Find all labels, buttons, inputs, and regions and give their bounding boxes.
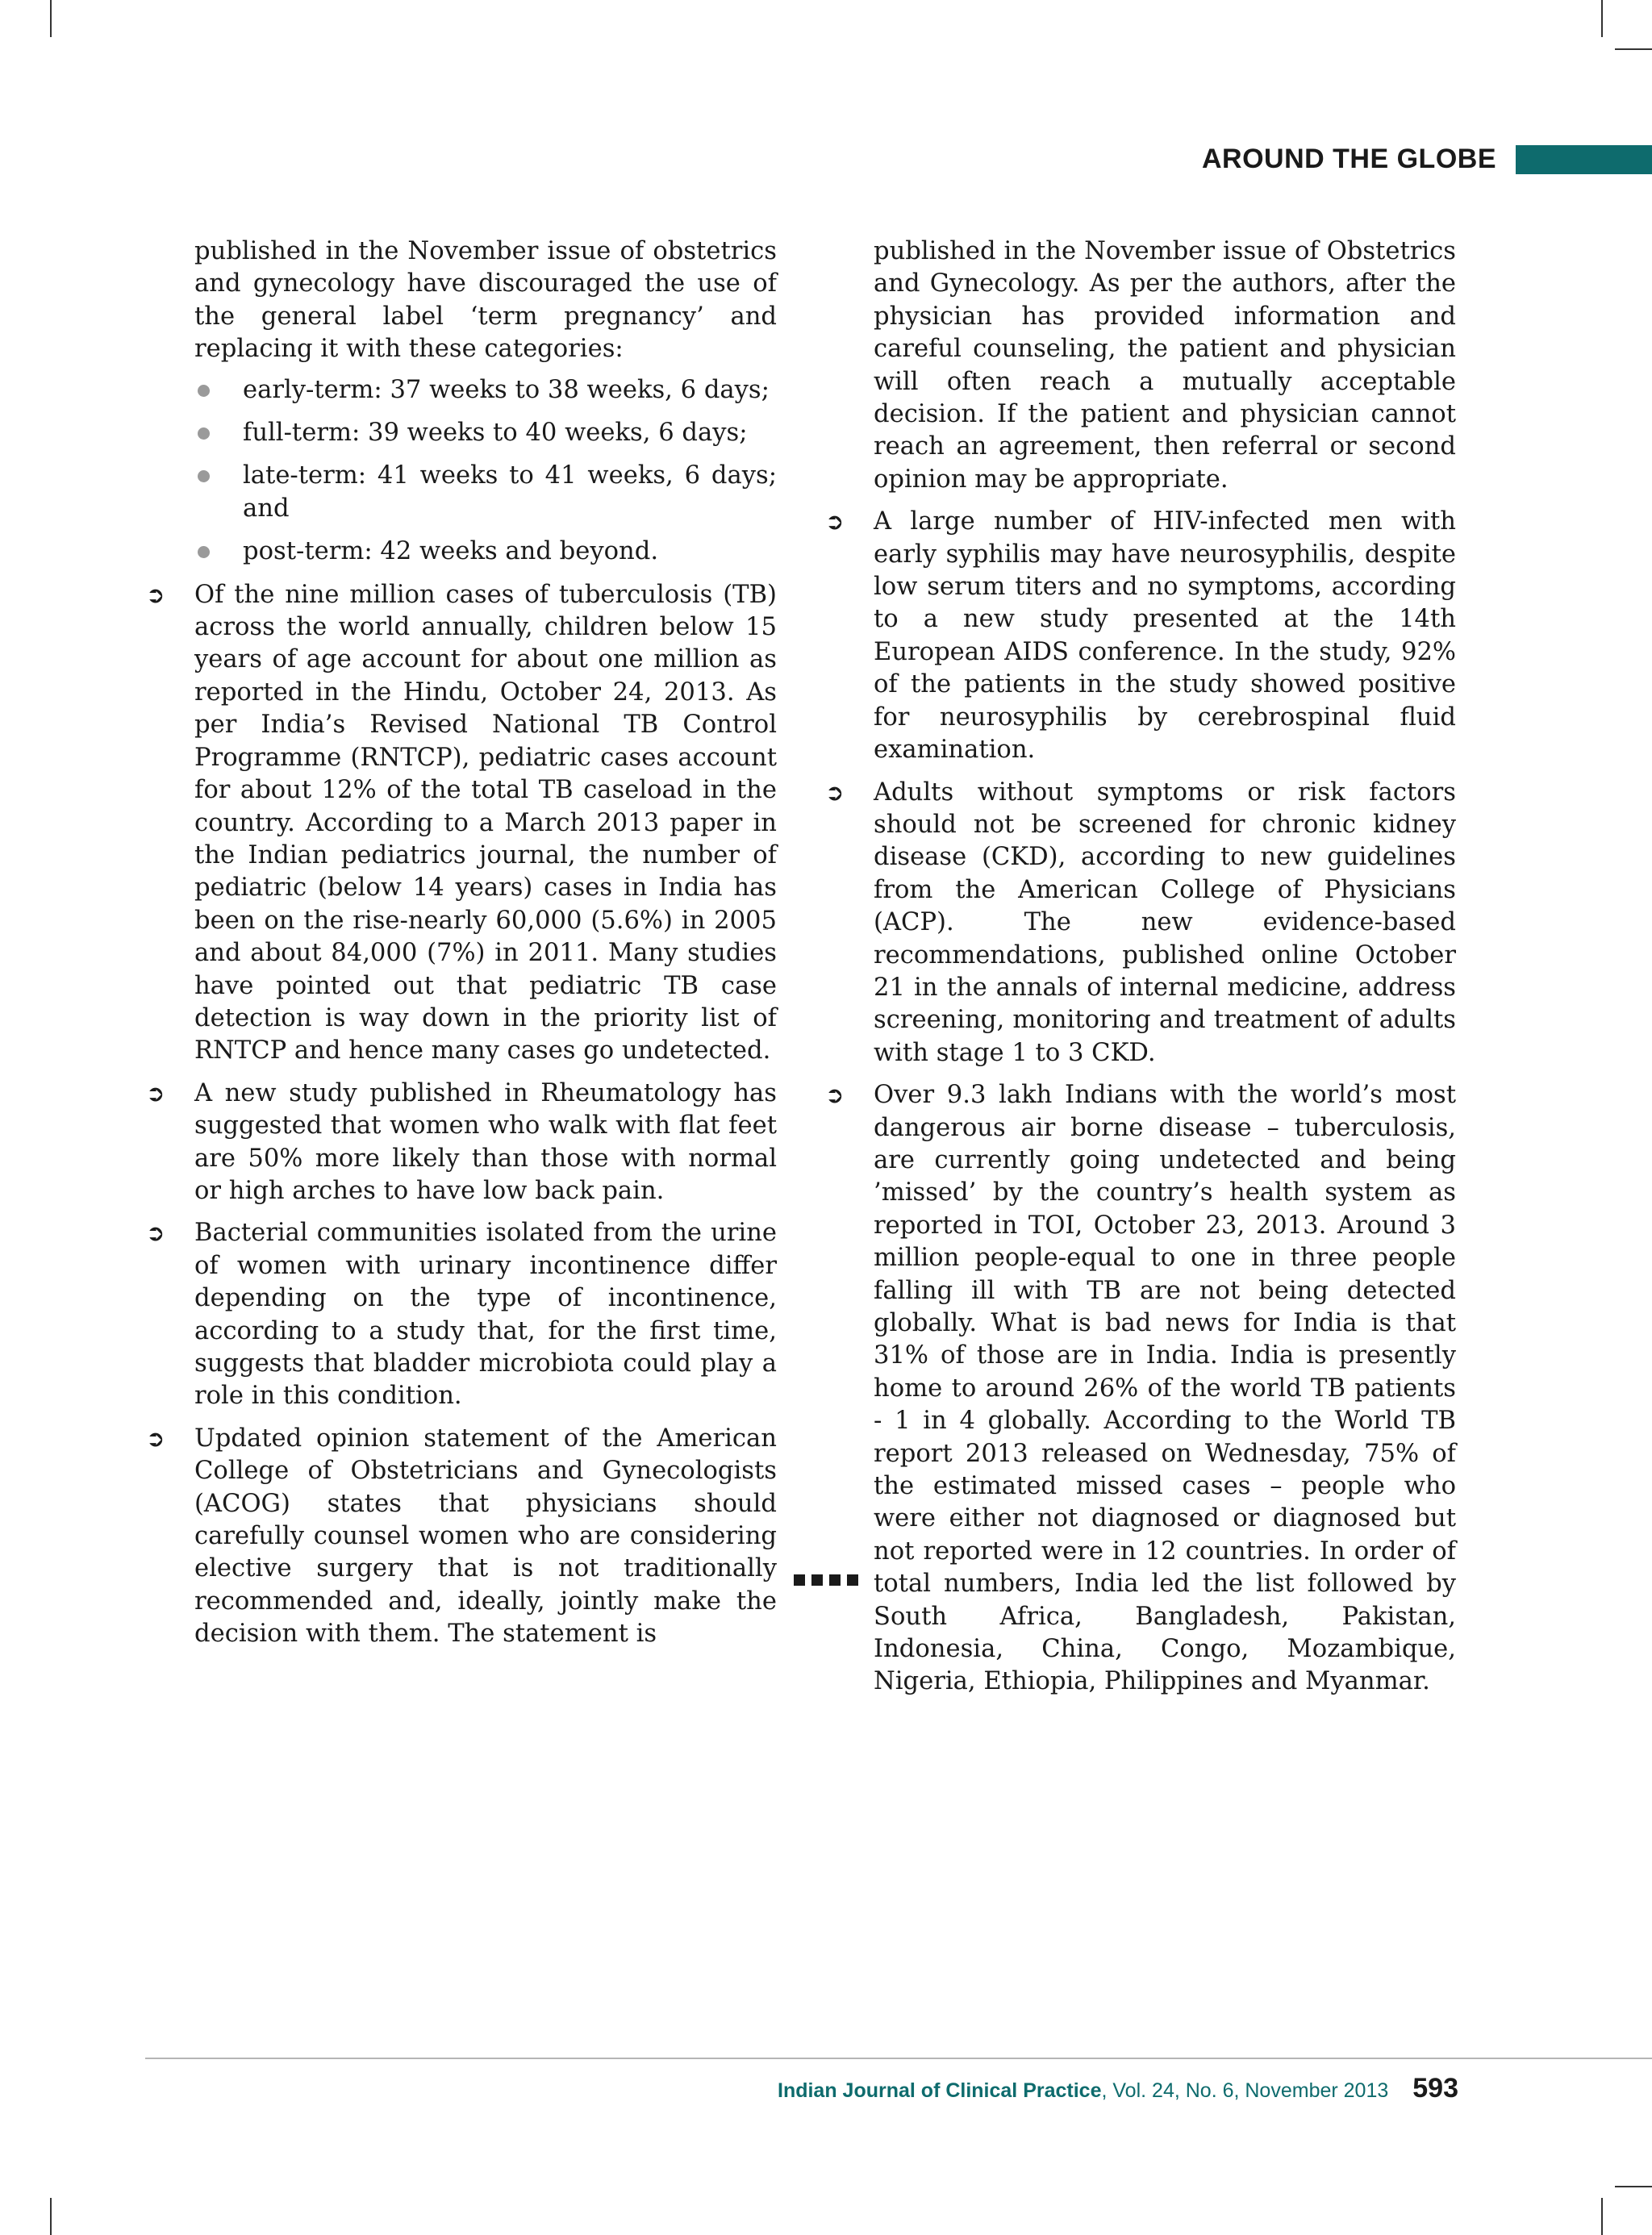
right-intro-paragraph: published in the November issue of Obstetrics and Gynecology. As per the authors, after the physician has provided information and careful counseling, the patient and physician will often reach a mutually acceptable decision. If the patient and physician cannot reach an agreement, then referral or second opinion may be appropriate. bbox=[874, 237, 1456, 494]
arrow-bullet-icon: ➲ bbox=[146, 1424, 165, 1452]
end-of-article-marks bbox=[0, 1574, 1652, 1586]
crop-mark bbox=[50, 0, 52, 37]
header-accent-bar bbox=[1516, 145, 1652, 174]
end-square-icon bbox=[829, 1574, 841, 1586]
crop-mark bbox=[1615, 48, 1652, 50]
list-item: late-term: 41 weeks to 41 weeks, 6 days; and bbox=[194, 460, 777, 525]
list-item: post-term: 42 weeks and beyond. bbox=[194, 536, 777, 568]
arrow-bullet-icon: ➲ bbox=[146, 1220, 165, 1247]
arrow-bullet-icon: ➲ bbox=[146, 581, 165, 608]
page-footer bbox=[778, 2073, 1458, 2104]
page-number: 593 bbox=[1412, 2073, 1458, 2104]
arrow-bullet-icon: ➲ bbox=[146, 1079, 165, 1107]
end-square-icon bbox=[847, 1574, 858, 1586]
bullet-dot-icon bbox=[198, 546, 210, 558]
issue-info: , Vol. 24, No. 6, November 2013 bbox=[1101, 2079, 1389, 2102]
list-item: full-term: 39 weeks to 40 weeks, 6 days; bbox=[194, 417, 777, 449]
crop-mark bbox=[50, 2198, 52, 2235]
section-header bbox=[1202, 144, 1652, 175]
end-square-icon bbox=[811, 1574, 823, 1586]
news-item: ➲ Over 9.3 lakh Indians with the world’s most dangerous air borne disease – tuberculosis, are currently going undetected and being ’missed’ by the country’s health system as reported in TOI, October 23, 2013. Around 3 million people-equal to one in three people falling ill with TB are not being detected globally. What is bad news for India is that 31% of those are in India. India is presently home to around 26% of the world TB patients - 1 in 4 globally. According to the World TB report 2013 released on Wednesday, 75% of the estimated missed cases – people who were either not diagnosed or diagnosed but not reported were in 12 countries. In order of total numbers, India led the list followed by South Africa, Bangladesh, Pakistan, Indonesia, China, Congo, Mozambique, Nigeria, Ethiopia, Philippines and Myanmar. bbox=[825, 1081, 1456, 1696]
news-item: ➲ A large number of HIV-infected men with early syphilis may have neurosyphilis, despite low serum titers and no symptoms, according to a new study presented at the 14th European AIDS conference. In the study, 92% of the patients in the study showed positive for neurosyphilis by cerebrospinal fluid examination. bbox=[825, 507, 1456, 765]
news-item: ➲ Updated opinion statement of the American College of Obstetricians and Gynecologists (ACOG) states that physicians should carefully counsel women who are considering elective surgery that is not traditionally recommended and, ideally, jointly make the decision with them. The statement is bbox=[146, 1424, 777, 1649]
news-item: ➲ Of the nine million cases of tuberculosis (TB) across the world annually, children below 15 years of age account for about one million as reported in the Hindu, October 24, 2013. As per India’s Revised National TB Control Programme (RNTCP), pediatric cases account for about 12% of the total TB caseload in the country. According to a March 2013 paper in the Indian pediatrics journal, the number of pediatric (below 14 years) cases in India has been on the rise-nearly 60,000 (5.6%) in 2005 and about 84,000 (7%) in 2011. Many studies have pointed out that pediatric TB case detection is way down in the priority list of RNTCP and hence many cases go undetected. bbox=[146, 580, 777, 1065]
list-item: early-term: 37 weeks to 38 weeks, 6 days; bbox=[194, 374, 777, 407]
crop-mark bbox=[1601, 2198, 1603, 2235]
bullet-dot-icon bbox=[198, 385, 210, 397]
arrow-bullet-icon: ➲ bbox=[825, 1082, 845, 1109]
left-column bbox=[146, 236, 777, 1651]
arrow-bullet-icon: ➲ bbox=[825, 508, 845, 536]
news-item: ➲ Bacterial communities isolated from the urine of women with urinary incontinence differ depending on the type of incontinence, according to a study that, for the first time, suggests that bladder microbiota could play a role in this condition. bbox=[146, 1219, 777, 1411]
journal-name: Indian Journal of Clinical Practice bbox=[778, 2079, 1102, 2102]
arrow-bullet-icon: ➲ bbox=[825, 778, 845, 806]
crop-mark bbox=[1615, 2186, 1652, 2187]
right-column bbox=[825, 236, 1456, 1699]
left-intro-paragraph: published in the November issue of obstetrics and gynecology have discouraged the use of the general label ‘term pregnancy’ and replacing it with these categories: bbox=[194, 237, 777, 364]
section-title: AROUND THE GLOBE bbox=[1202, 144, 1496, 174]
bullet-dot-icon bbox=[198, 427, 210, 440]
news-item: ➲ Adults without symptoms or risk factors should not be screened for chronic kidney disease (CKD), according to new guidelines from the American College of Physicians (ACP). The new evidence-based recommendations, published online October 21 in the annals of internal medicine, address screening, monitoring and treatment of adults with stage 1 to 3 CKD. bbox=[825, 778, 1456, 1067]
bullet-dot-icon bbox=[198, 470, 210, 482]
end-square-icon bbox=[794, 1574, 805, 1586]
footer-divider bbox=[145, 2058, 1652, 2059]
term-categories-list bbox=[194, 374, 777, 569]
news-item: ➲ A new study published in Rheumatology has suggested that women who walk with flat feet are 50% more likely than those with normal or high arches to have low back pain. bbox=[146, 1078, 777, 1205]
crop-mark bbox=[1601, 0, 1603, 37]
